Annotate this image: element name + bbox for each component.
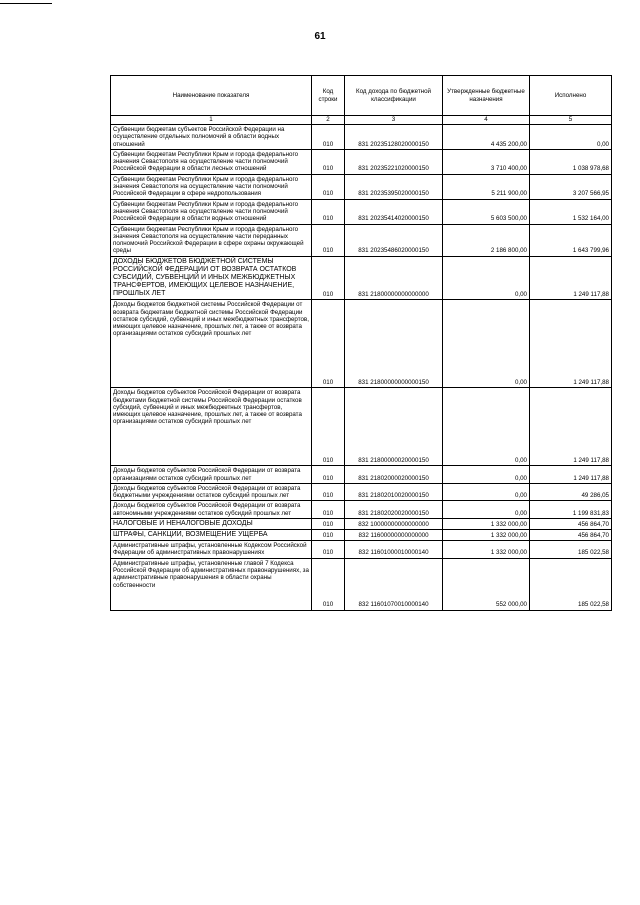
table-row bbox=[111, 300, 612, 388]
row-code-cell: 010 bbox=[312, 149, 345, 174]
page-number: 61 bbox=[314, 31, 326, 42]
row-executed-cell: 185 022,58 bbox=[530, 558, 612, 610]
column-number: 4 bbox=[443, 116, 530, 125]
row-bk-code-cell: 831 20235128020000150 bbox=[345, 125, 443, 150]
table-row bbox=[111, 466, 612, 484]
row-executed-cell: 1 199 831,83 bbox=[530, 501, 612, 519]
row-name-cell: Доходы бюджетов субъектов Российской Федерации от возврата бюджетными учреждениями остатков субсидий прошлых лет bbox=[111, 483, 312, 501]
row-executed-cell: 49 286,05 bbox=[530, 483, 612, 501]
row-executed-cell: 1 249 117,88 bbox=[530, 388, 612, 466]
row-executed-cell: 456 864,70 bbox=[530, 519, 612, 530]
row-name-cell: Субвенции бюджетам Республики Крым и города федерального значения Севастополя на осуществление части полномочий Российской Федерации в сфере недропользования bbox=[111, 174, 312, 199]
row-code-cell: 010 bbox=[312, 256, 345, 299]
row-approved-cell: 5 211 900,00 bbox=[443, 174, 530, 199]
row-approved-cell: 0,00 bbox=[443, 388, 530, 466]
table-row bbox=[111, 519, 612, 530]
row-approved-cell: 1 332 000,00 bbox=[443, 541, 530, 559]
row-executed-cell: 0,00 bbox=[530, 125, 612, 150]
row-name-cell: Административные штрафы, установленные Кодексом Российской Федерации об административных правонарушениях bbox=[111, 541, 312, 559]
row-executed-cell: 1 249 117,88 bbox=[530, 256, 612, 299]
row-bk-code-cell: 831 21800000000000000 bbox=[345, 256, 443, 299]
row-name-cell: НАЛОГОВЫЕ И НЕНАЛОГОВЫЕ ДОХОДЫ bbox=[111, 519, 312, 530]
table-body bbox=[111, 125, 612, 611]
table-row bbox=[111, 256, 612, 299]
table-row bbox=[111, 149, 612, 174]
row-name-cell: Доходы бюджетов бюджетной системы Российской Федерации от возврата бюджетами бюджетной системы Российской Федерации остатков субсидий, субвенций и иных межбюджетных трансфертов, имеющих целевое назначение, прошлых лет, а также от возврата организациями остатков субсидий прошлых лет bbox=[111, 300, 312, 388]
row-code-cell: 010 bbox=[312, 541, 345, 559]
row-executed-cell: 1 249 117,88 bbox=[530, 466, 612, 484]
row-name-cell: Доходы бюджетов субъектов Российской Федерации от возврата бюджетами бюджетной системы Российской Федерации остатков субсидий, субвенций и иных межбюджетных трансфертов, имеющих целевое назначение, прошлых лет, а также от возврата организациями остатков субсидий прошлых лет bbox=[111, 388, 312, 466]
row-code-cell: 010 bbox=[312, 125, 345, 150]
column-numbers-row bbox=[111, 116, 612, 125]
row-approved-cell: 0,00 bbox=[443, 466, 530, 484]
row-executed-cell: 456 864,70 bbox=[530, 530, 612, 541]
row-bk-code-cell: 831 20235486020000150 bbox=[345, 224, 443, 256]
table-row bbox=[111, 174, 612, 199]
row-code-cell: 010 bbox=[312, 483, 345, 501]
row-name-cell: ДОХОДЫ БЮДЖЕТОВ БЮДЖЕТНОЙ СИСТЕМЫ РОССИЙСКОЙ ФЕДЕРАЦИИ ОТ ВОЗВРАТА ОСТАТКОВ СУБСИДИЙ, СУБВЕНЦИЙ И ИНЫХ МЕЖБЮДЖЕТНЫХ ТРАНСФЕРТОВ, ИМЕЮЩИХ ЦЕЛЕВОЕ НАЗНАЧЕНИЕ, ПРОШЛЫХ ЛЕТ bbox=[111, 256, 312, 299]
corner-line bbox=[0, 3, 52, 4]
row-bk-code-cell: 832 10000000000000000 bbox=[345, 519, 443, 530]
header-bk: Код дохода по бюджетной классификации bbox=[345, 76, 443, 116]
row-approved-cell: 552 000,00 bbox=[443, 558, 530, 610]
row-bk-code-cell: 831 21802020020000150 bbox=[345, 501, 443, 519]
table-row bbox=[111, 541, 612, 559]
row-executed-cell: 1 249 117,88 bbox=[530, 300, 612, 388]
row-approved-cell: 0,00 bbox=[443, 256, 530, 299]
row-code-cell: 010 bbox=[312, 224, 345, 256]
column-number: 1 bbox=[111, 116, 312, 125]
header-name: Наименование показателя bbox=[111, 76, 312, 116]
table-row bbox=[111, 530, 612, 541]
row-code-cell: 010 bbox=[312, 530, 345, 541]
header-approved: Утвержденные бюджетные назначения bbox=[443, 76, 530, 116]
row-code-cell: 010 bbox=[312, 519, 345, 530]
row-code-cell: 010 bbox=[312, 388, 345, 466]
row-approved-cell: 3 710 400,00 bbox=[443, 149, 530, 174]
row-name-cell: Субвенции бюджетам Республики Крым и города федерального значения Севастополя на осуществление части полномочий Российской Федерации в области лесных отношений bbox=[111, 149, 312, 174]
row-name-cell: Доходы бюджетов субъектов Российской Федерации от возврата организациями остатков субсидий прошлых лет bbox=[111, 466, 312, 484]
row-bk-code-cell: 831 21800000000000150 bbox=[345, 300, 443, 388]
row-code-cell: 010 bbox=[312, 466, 345, 484]
row-executed-cell: 1 643 799,96 bbox=[530, 224, 612, 256]
row-bk-code-cell: 832 11601070010000140 bbox=[345, 558, 443, 610]
table-row bbox=[111, 483, 612, 501]
header-row bbox=[111, 76, 612, 116]
row-code-cell: 010 bbox=[312, 558, 345, 610]
row-approved-cell: 0,00 bbox=[443, 483, 530, 501]
table-row bbox=[111, 125, 612, 150]
row-name-cell: Субвенции бюджетам Республики Крым и города федерального значения Севастополя на осуществление части полномочий Российской Федерации в области водных отношений bbox=[111, 199, 312, 224]
row-bk-code-cell: 831 21802000020000150 bbox=[345, 466, 443, 484]
column-number: 5 bbox=[530, 116, 612, 125]
row-approved-cell: 0,00 bbox=[443, 300, 530, 388]
row-name-cell: Административные штрафы, установленные главой 7 Кодекса Российской Федерации об административных правонарушениях, за административные правонарушения в области охраны собственности bbox=[111, 558, 312, 610]
row-executed-cell: 3 207 566,95 bbox=[530, 174, 612, 199]
row-name-cell: ШТРАФЫ, САНКЦИИ, ВОЗМЕЩЕНИЕ УЩЕРБА bbox=[111, 530, 312, 541]
row-bk-code-cell: 831 20235414020000150 bbox=[345, 199, 443, 224]
table-row bbox=[111, 388, 612, 466]
row-bk-code-cell: 832 11600000000000000 bbox=[345, 530, 443, 541]
row-approved-cell: 0,00 bbox=[443, 501, 530, 519]
column-number: 2 bbox=[312, 116, 345, 125]
row-executed-cell: 185 022,58 bbox=[530, 541, 612, 559]
column-number: 3 bbox=[345, 116, 443, 125]
revenue-table bbox=[110, 75, 612, 611]
table-row bbox=[111, 199, 612, 224]
row-bk-code-cell: 831 20235221020000150 bbox=[345, 149, 443, 174]
row-bk-code-cell: 831 21802010020000150 bbox=[345, 483, 443, 501]
header-executed: Исполнено bbox=[530, 76, 612, 116]
table-row bbox=[111, 558, 612, 610]
row-approved-cell: 4 435 200,00 bbox=[443, 125, 530, 150]
row-code-cell: 010 bbox=[312, 199, 345, 224]
row-executed-cell: 1 038 978,68 bbox=[530, 149, 612, 174]
row-code-cell: 010 bbox=[312, 300, 345, 388]
row-bk-code-cell: 832 11601000010000140 bbox=[345, 541, 443, 559]
row-code-cell: 010 bbox=[312, 174, 345, 199]
row-bk-code-cell: 831 21800000020000150 bbox=[345, 388, 443, 466]
row-name-cell: Субвенции бюджетам субъектов Российской Федерации на осуществление отдельных полномочий в области водных отношений bbox=[111, 125, 312, 150]
row-approved-cell: 2 186 800,00 bbox=[443, 224, 530, 256]
table-row bbox=[111, 224, 612, 256]
row-approved-cell: 5 603 500,00 bbox=[443, 199, 530, 224]
row-name-cell: Субвенции бюджетам Республики Крым и города федерального значения Севастополя на осуществление части переданных полномочий Российской Федерации в сфере охраны окружающей среды bbox=[111, 224, 312, 256]
row-bk-code-cell: 831 20235395020000150 bbox=[345, 174, 443, 199]
row-name-cell: Доходы бюджетов субъектов Российской Федерации от возврата автономными учреждениями остатков субсидий прошлых лет bbox=[111, 501, 312, 519]
row-approved-cell: 1 332 000,00 bbox=[443, 519, 530, 530]
row-executed-cell: 1 532 164,00 bbox=[530, 199, 612, 224]
row-approved-cell: 1 332 000,00 bbox=[443, 530, 530, 541]
header-code: Код строки bbox=[312, 76, 345, 116]
row-code-cell: 010 bbox=[312, 501, 345, 519]
table-row bbox=[111, 501, 612, 519]
